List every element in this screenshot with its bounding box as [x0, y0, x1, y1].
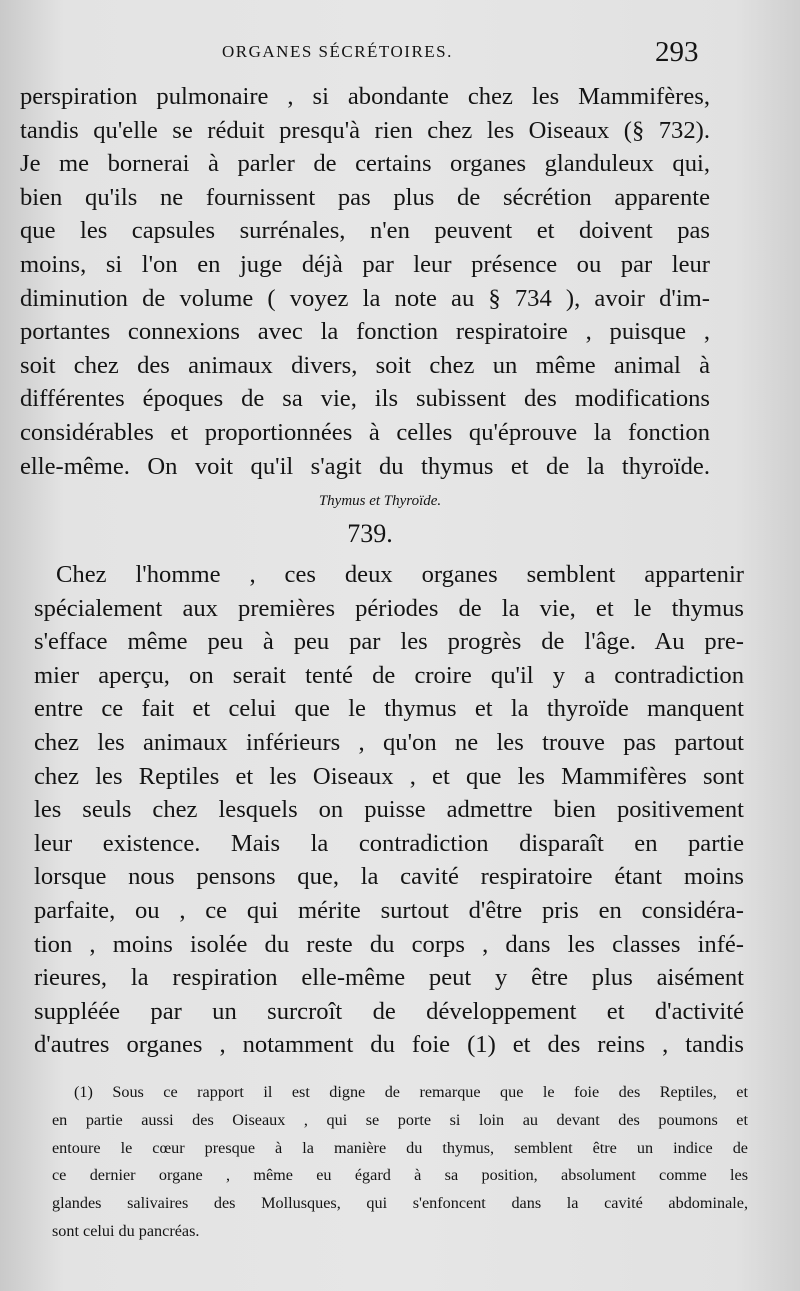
text-line: parfaite, ou , ce qui mérite surtout d'être pris en considéra-: [34, 896, 744, 924]
text-line: leur existence. Mais la contradiction disparaît en partie: [34, 829, 744, 857]
text-line: entre ce fait et celui que le thymus et la thyroïde manquent: [34, 695, 744, 723]
text-line: elle-même. On voit qu'il s'agit du thymus et de la thyroïde.: [20, 452, 710, 480]
text-line: d'autres organes , notamment du foie (1) et des reins , tandis: [34, 1031, 744, 1059]
text-line: chez les animaux inférieurs , qu'on ne les trouve pas partout: [34, 728, 744, 756]
footnote-line: ce dernier organe , même eu égard à sa position, absolument comme les: [52, 1166, 748, 1185]
text-line: chez les Reptiles et les Oiseaux , et que les Mammifères sont: [34, 762, 744, 790]
section-number: 739.: [347, 519, 393, 548]
text-line: bien qu'ils ne fournissent pas plus de sécrétion apparente: [20, 183, 710, 211]
text-line: s'efface même peu à peu par les progrès de l'âge. Au pre-: [34, 628, 744, 656]
text-line: tandis qu'elle se réduit presqu'à rien chez les Oiseaux (§ 732).: [20, 116, 710, 144]
text-line: que les capsules surrénales, n'en peuvent et doivent pas: [20, 217, 710, 245]
footnote-line: (1) Sous ce rapport il est digne de remarque que le foie des Reptiles, et: [74, 1083, 748, 1101]
page-number: 293: [655, 36, 699, 68]
text-line: Je me bornerai à parler de certains organes glanduleux qui,: [20, 150, 710, 178]
footnote-line: sont celui du pancréas.: [52, 1221, 200, 1240]
text-line: lorsque nous pensons que, la cavité respiratoire étant moins: [34, 863, 744, 891]
text-line: perspiration pulmonaire , si abondante chez les Mammifères,: [20, 83, 710, 110]
text-line: différentes époques de sa vie, ils subissent des modifications: [20, 385, 710, 413]
text-line: tion , moins isolée du reste du corps , dans les classes infé-: [34, 930, 744, 958]
text-line: moins, si l'on en juge déjà par leur présence ou par leur: [20, 250, 710, 278]
paragraph-continued: [20, 80, 710, 483]
page-header: [0, 36, 800, 76]
footnote-line: glandes salivaires des Mollusques, qui s'enfoncent dans la cavité abdominale,: [52, 1194, 748, 1213]
footnote: [52, 1079, 748, 1246]
text-line: rieures, la respiration elle-même peut y être plus aisément: [34, 964, 744, 992]
text-line: Chez l'homme , ces deux organes semblent appartenir: [56, 561, 744, 588]
section-heading: Thymus et Thyroïde.: [318, 493, 442, 509]
text-line: soit chez des animaux divers, soit chez un même animal à: [20, 351, 710, 379]
text-line: mier aperçu, on serait tenté de croire qu'il y a contradiction: [34, 661, 744, 689]
text-line: portantes connexions avec la fonction respiratoire , puisque ,: [20, 318, 710, 346]
running-title: ORGANES SÉCRÉTOIRES.: [222, 42, 453, 61]
text-line: les seuls chez lesquels on puisse admettre bien positivement: [34, 796, 744, 824]
text-line: considérables et proportionnées à celles qu'éprouve la fonction: [20, 418, 710, 446]
footnote-line: en partie aussi des Oiseaux , qui se porte si loin au devant des poumons et: [52, 1110, 748, 1129]
text-line: suppléée par un surcroît de développement et d'activité: [34, 997, 744, 1025]
footnote-line: entoure le cœur presque à la manière du thymus, semblent être un indice de: [52, 1138, 748, 1157]
paragraph-739: [34, 558, 744, 1062]
text-line: spécialement aux premières périodes de la vie, et le thymus: [34, 594, 744, 622]
text-line: diminution de volume ( voyez la note au § 734 ), avoir d'im-: [20, 284, 710, 312]
